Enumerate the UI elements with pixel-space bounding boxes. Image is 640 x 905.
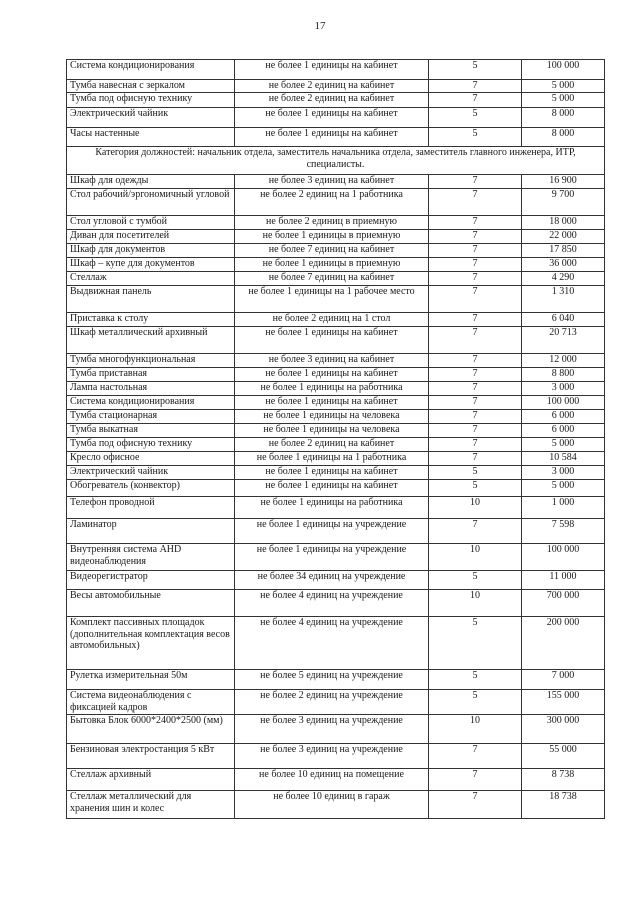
price-cell: 9 700 <box>522 189 605 216</box>
norm-cell: не более 1 единицы на работника <box>235 382 429 396</box>
item-name-cell: Кресло офисное <box>67 452 235 466</box>
table-row <box>67 480 605 497</box>
price-cell: 8 000 <box>522 108 605 128</box>
price-cell: 6 040 <box>522 313 605 327</box>
norm-cell: не более 1 единицы на учреждение <box>235 519 429 544</box>
term-cell: 7 <box>429 354 522 368</box>
table-row <box>67 108 605 128</box>
price-cell: 16 900 <box>522 175 605 189</box>
table-row <box>67 60 605 80</box>
norm-cell: не более 3 единиц на учреждение <box>235 715 429 744</box>
table-row <box>67 438 605 452</box>
price-cell: 200 000 <box>522 617 605 670</box>
term-cell: 7 <box>429 424 522 438</box>
term-cell: 7 <box>429 410 522 424</box>
price-cell: 36 000 <box>522 258 605 272</box>
item-name-cell: Тумба под офисную технику <box>67 93 235 108</box>
table-row <box>67 244 605 258</box>
item-name-cell: Стеллаж металлический для хранения шин и колес <box>67 791 235 819</box>
norm-cell: не более 3 единиц на учреждение <box>235 744 429 769</box>
item-name-cell: Тумба под офисную технику <box>67 438 235 452</box>
norm-cell: не более 1 единицы на кабинет <box>235 60 429 80</box>
norm-cell: не более 3 единиц на кабинет <box>235 354 429 368</box>
price-cell: 7 598 <box>522 519 605 544</box>
price-cell: 10 584 <box>522 452 605 466</box>
term-cell: 5 <box>429 571 522 590</box>
price-cell: 17 850 <box>522 244 605 258</box>
term-cell: 7 <box>429 80 522 93</box>
price-cell: 300 000 <box>522 715 605 744</box>
price-cell: 100 000 <box>522 544 605 571</box>
table-row <box>67 128 605 147</box>
table-row <box>67 175 605 189</box>
term-cell: 10 <box>429 497 522 519</box>
table-row <box>67 617 605 670</box>
term-cell: 5 <box>429 617 522 670</box>
item-name-cell: Внутренняя система AHD видеонаблюдения <box>67 544 235 571</box>
term-cell: 7 <box>429 438 522 452</box>
term-cell: 7 <box>429 744 522 769</box>
norm-cell: не более 3 единиц на кабинет <box>235 175 429 189</box>
table-row <box>67 313 605 327</box>
norm-cell: не более 34 единиц на учреждение <box>235 571 429 590</box>
table-row <box>67 744 605 769</box>
price-cell: 3 000 <box>522 466 605 480</box>
item-name-cell: Шкаф – купе для документов <box>67 258 235 272</box>
norm-cell: не более 1 единицы в приемную <box>235 230 429 244</box>
price-cell: 18 000 <box>522 216 605 230</box>
table-row <box>67 80 605 93</box>
item-name-cell: Рулетка измерительная 50м <box>67 670 235 690</box>
item-name-cell: Стол рабочий/эргономичный угловой <box>67 189 235 216</box>
price-cell: 6 000 <box>522 410 605 424</box>
term-cell: 10 <box>429 715 522 744</box>
norm-cell: не более 1 единицы на учреждение <box>235 544 429 571</box>
term-cell: 10 <box>429 590 522 617</box>
table-row <box>67 571 605 590</box>
table-row <box>67 452 605 466</box>
term-cell: 7 <box>429 258 522 272</box>
norm-cell: не более 1 единицы на кабинет <box>235 466 429 480</box>
price-cell: 5 000 <box>522 93 605 108</box>
category-header: Категория должностей: начальник отдела, заместитель начальника отдела, заместитель главного инженера, ИТР, специалисты. <box>67 147 605 175</box>
term-cell: 5 <box>429 108 522 128</box>
item-name-cell: Система кондиционирования <box>67 396 235 410</box>
table-row <box>67 690 605 715</box>
term-cell: 5 <box>429 480 522 497</box>
term-cell: 7 <box>429 396 522 410</box>
term-cell: 7 <box>429 230 522 244</box>
norm-cell: не более 1 единицы на кабинет <box>235 108 429 128</box>
table-row <box>67 715 605 744</box>
norm-cell: не более 1 единицы на человека <box>235 424 429 438</box>
price-cell: 20 713 <box>522 327 605 354</box>
term-cell: 7 <box>429 93 522 108</box>
item-name-cell: Электрический чайник <box>67 466 235 480</box>
item-name-cell: Система видеонаблюдения с фиксацией кадров <box>67 690 235 715</box>
item-name-cell: Приставка к столу <box>67 313 235 327</box>
term-cell: 5 <box>429 60 522 80</box>
term-cell: 7 <box>429 368 522 382</box>
category-header-row <box>67 147 605 175</box>
table-row <box>67 216 605 230</box>
norm-cell: не более 10 единиц в гараж <box>235 791 429 819</box>
item-name-cell: Диван для посетителей <box>67 230 235 244</box>
item-name-cell: Тумба приставная <box>67 368 235 382</box>
price-cell: 18 738 <box>522 791 605 819</box>
term-cell: 7 <box>429 327 522 354</box>
norm-cell: не более 2 единиц на 1 стол <box>235 313 429 327</box>
table-row <box>67 466 605 480</box>
table-row <box>67 327 605 354</box>
table-row <box>67 189 605 216</box>
norm-cell: не более 1 единицы на работника <box>235 497 429 519</box>
norm-cell: не более 5 единиц на учреждение <box>235 670 429 690</box>
item-name-cell: Стеллаж архивный <box>67 769 235 791</box>
table-row <box>67 791 605 819</box>
item-name-cell: Система кондиционирования <box>67 60 235 80</box>
item-name-cell: Тумба стационарная <box>67 410 235 424</box>
norm-cell: не более 1 единицы на 1 работника <box>235 452 429 466</box>
price-cell: 5 000 <box>522 80 605 93</box>
norm-cell: не более 1 единицы на кабинет <box>235 396 429 410</box>
norm-cell: не более 2 единиц в приемную <box>235 216 429 230</box>
price-cell: 5 000 <box>522 438 605 452</box>
price-cell: 8 738 <box>522 769 605 791</box>
price-cell: 22 000 <box>522 230 605 244</box>
price-cell: 6 000 <box>522 424 605 438</box>
price-cell: 7 000 <box>522 670 605 690</box>
table-row <box>67 396 605 410</box>
term-cell: 7 <box>429 244 522 258</box>
norm-cell: не более 2 единиц на кабинет <box>235 93 429 108</box>
norm-cell: не более 1 единицы на кабинет <box>235 327 429 354</box>
table-row <box>67 410 605 424</box>
price-cell: 8 000 <box>522 128 605 147</box>
page-number: 17 <box>314 20 326 32</box>
price-cell: 55 000 <box>522 744 605 769</box>
term-cell: 7 <box>429 286 522 313</box>
item-name-cell: Бытовка Блок 6000*2400*2500 (мм) <box>67 715 235 744</box>
table-row <box>67 519 605 544</box>
norm-cell: не более 7 единиц на кабинет <box>235 244 429 258</box>
price-cell: 8 800 <box>522 368 605 382</box>
item-name-cell: Электрический чайник <box>67 108 235 128</box>
table-row <box>67 590 605 617</box>
item-name-cell: Тумба выкатная <box>67 424 235 438</box>
item-name-cell: Видеорегистратор <box>67 571 235 590</box>
table-row <box>67 286 605 313</box>
price-cell: 100 000 <box>522 396 605 410</box>
price-cell: 1 310 <box>522 286 605 313</box>
norm-cell: не более 1 единицы на кабинет <box>235 480 429 497</box>
norm-cell: не более 1 единицы на кабинет <box>235 128 429 147</box>
norm-cell: не более 1 единицы на кабинет <box>235 368 429 382</box>
price-cell: 100 000 <box>522 60 605 80</box>
term-cell: 5 <box>429 128 522 147</box>
item-name-cell: Бензиновая электростанция 5 кВт <box>67 744 235 769</box>
item-name-cell: Лампа настольная <box>67 382 235 396</box>
norms-table <box>66 59 605 819</box>
norm-cell: не более 10 единиц на помещение <box>235 769 429 791</box>
term-cell: 10 <box>429 544 522 571</box>
table-row <box>67 544 605 571</box>
table-top-section <box>67 60 605 147</box>
table-row <box>67 258 605 272</box>
term-cell: 5 <box>429 670 522 690</box>
item-name-cell: Комплект пассивных площадок (дополнительная комплектация весов автомобильных) <box>67 617 235 670</box>
item-name-cell: Телефон проводной <box>67 497 235 519</box>
norm-cell: не более 4 единиц на учреждение <box>235 590 429 617</box>
price-cell: 12 000 <box>522 354 605 368</box>
norm-cell: не более 2 единиц на кабинет <box>235 438 429 452</box>
table-row <box>67 93 605 108</box>
table-row <box>67 424 605 438</box>
table-row <box>67 272 605 286</box>
term-cell: 7 <box>429 452 522 466</box>
table-row <box>67 769 605 791</box>
item-name-cell: Стол угловой с тумбой <box>67 216 235 230</box>
item-name-cell: Обогреватель (конвектор) <box>67 480 235 497</box>
norm-cell: не более 1 единицы в приемную <box>235 258 429 272</box>
price-cell: 700 000 <box>522 590 605 617</box>
term-cell: 7 <box>429 216 522 230</box>
item-name-cell: Шкаф для одежды <box>67 175 235 189</box>
price-cell: 4 290 <box>522 272 605 286</box>
norm-cell: не более 1 единицы на человека <box>235 410 429 424</box>
norm-cell: не более 1 единицы на 1 рабочее место <box>235 286 429 313</box>
item-name-cell: Шкаф металлический архивный <box>67 327 235 354</box>
item-name-cell: Выдвижная панель <box>67 286 235 313</box>
term-cell: 7 <box>429 272 522 286</box>
term-cell: 7 <box>429 189 522 216</box>
price-cell: 155 000 <box>522 690 605 715</box>
table-row <box>67 368 605 382</box>
item-name-cell: Часы настенные <box>67 128 235 147</box>
norm-cell: не более 2 единиц на кабинет <box>235 80 429 93</box>
table-row <box>67 354 605 368</box>
table-row <box>67 230 605 244</box>
item-name-cell: Ламинатор <box>67 519 235 544</box>
term-cell: 7 <box>429 791 522 819</box>
term-cell: 5 <box>429 466 522 480</box>
price-cell: 1 000 <box>522 497 605 519</box>
price-cell: 11 000 <box>522 571 605 590</box>
item-name-cell: Стеллаж <box>67 272 235 286</box>
term-cell: 7 <box>429 313 522 327</box>
table-bottom-section <box>67 175 605 819</box>
term-cell: 7 <box>429 382 522 396</box>
table-row <box>67 497 605 519</box>
table-row <box>67 670 605 690</box>
term-cell: 7 <box>429 519 522 544</box>
norm-cell: не более 2 единиц на 1 работника <box>235 189 429 216</box>
norm-cell: не более 7 единиц на кабинет <box>235 272 429 286</box>
item-name-cell: Шкаф для документов <box>67 244 235 258</box>
norm-cell: не более 2 единиц на учреждение <box>235 690 429 715</box>
term-cell: 5 <box>429 690 522 715</box>
price-cell: 3 000 <box>522 382 605 396</box>
term-cell: 7 <box>429 175 522 189</box>
price-cell: 5 000 <box>522 480 605 497</box>
item-name-cell: Весы автомобильные <box>67 590 235 617</box>
table-row <box>67 382 605 396</box>
item-name-cell: Тумба навесная с зеркалом <box>67 80 235 93</box>
item-name-cell: Тумба многофункциональная <box>67 354 235 368</box>
term-cell: 7 <box>429 769 522 791</box>
norm-cell: не более 4 единиц на учреждение <box>235 617 429 670</box>
